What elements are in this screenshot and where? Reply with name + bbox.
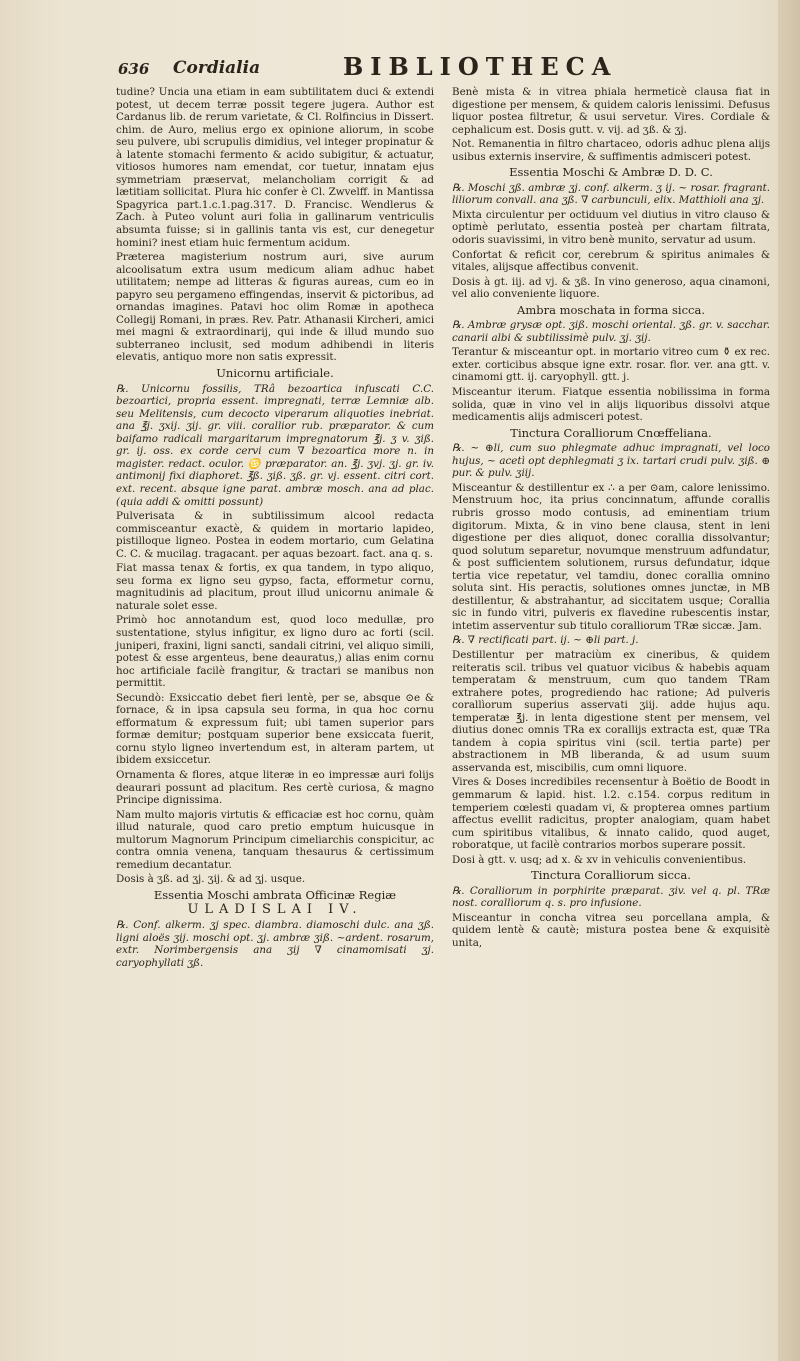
section-heading: Unicornu artificiale.: [216, 366, 334, 381]
page-header: [118, 52, 778, 86]
paragraph: Dosis à ʒß. ad ʒj. ʒij. & ad ʒj. usque.: [116, 873, 306, 886]
paragraph: Misceantur & destillentur ex ∴ a per ⊙am, calore lenissimo. Menstruum hoc, ita prius concinnatum, affunde corallis rubris grosso modo contusis, ad eminentiam trium digitorum. Mixta, & in vino bene clausa, stent in leni digestione per dies aliquot, donec corallia dissolvantur; quod solutum separetur, novumque menstruum adfundatur, & post sufficientem solutionem, rursus defundatur, idque tertia vice repetatur, vel tamdiu, donec corallia omnino soluta sint. His peractis, solutiones omnes junctæ, in MB destillentur, & abstrahantur, ad siccitatem usque; Corallia sic in fundo vitri, pulveris ex flavedine rubescentis instar, intetim asserventur sub titulo coralliorum TRæ siccæ. Jam.: [452, 481, 770, 632]
paragraph: Ornamenta & flores, atque literæ in eo impressæ auri folijs deaurari possunt ad placitum. Res certè curiosa, & magno Principe dignissima.: [116, 768, 434, 807]
recipe-paragraph: ℞. ~ ⊕li, cum suo phlegmate adhuc impragnati, vel loco hujus, ~ acetì opt dephlegmati ʒ ix. tartari crudi pulv. ʒiß. ⊕ pur. & pulv. ʒiij.: [452, 442, 770, 480]
recipe-paragraph: ℞. Ambræ grysæ opt. ʒiß. moschi oriental. ʒß. gr. v. sacchar. canarii albi & subtilissimè pulv. ʒj. ʒij.: [452, 319, 770, 344]
paragraph: Benè mista & in vitrea phiala hermeticè clausa fiat in digestione per mensem, & quidem caloris lenissimi. Defusus liquor postea filtretur, & usui servetur. Vires. Cordiale & cephalicum est. Dosis gutt. v. vij. ad ʒß. & ʒj.: [452, 86, 770, 136]
paragraph: Misceantur in concha vitrea seu porcellana ampla, & quidem lentè & cautè; mistura postea bene & exquisitè unita,: [452, 911, 770, 949]
left-column: [116, 86, 434, 971]
section-heading: Tinctura Coralliorum Cnœffeliana.: [510, 425, 712, 440]
paragraph: Nam multo majoris virtutis & efficaciæ est hoc cornu, quàm illud naturale, quod caro pretio emptum huicusque in multorum Magnorum Principum cimeliarchis conspicitur, ac contra omnia venena, tanquam thesaurus & certissimum remedium decantatur.: [116, 808, 434, 871]
recipe-paragraph: ℞. Coralliorum in porphirite præparat. ʒiv. vel q. pl. TRæ nost. corallìorum q. s. pro infusione.: [452, 884, 770, 910]
paragraph: Fiat massa tenax & fortis, ex qua tandem, in typo aliquo, seu forma ex ligno seu gypso, facta, efformetur cornu, magnitudinis ad placitum, prout illud unicornu animale & naturale solet esse.: [116, 562, 434, 612]
recipe-paragraph: ℞. Conf. alkerm. ʒj spec. diambra. diamoschi dulc. ana ʒß. ligni aloës ʒij. moschi opt. ʒj. ambræ ʒiß. ~ardent. rosarum, extr. Norimbergensis ana ʒij ∇ cinamomisati ʒj. caryophyllati ʒß.: [116, 919, 434, 969]
page-edge: [778, 0, 800, 1361]
paragraph: Primò hoc annotandum est, quod loco medullæ, pro sustentatione, stylus infigitur, ex ligno duro ac forti (scil. juniperi, fraxini, ligni sancti, sandali citrini, vel aliquo simili, potest & esse argenteus, bene deauratus,) alias enim cornu hoc artificiale facilè frangitur, & tractari se manibus non permittit.: [116, 614, 434, 690]
paragraph: Not. Remanentia in filtro chartaceo, odoris adhuc plena alijs usibus externis inservire, & suffimentis admisceri potest.: [452, 138, 770, 163]
section-heading: Essentia Moschi & Ambræ D. D. C.: [509, 165, 713, 180]
recipe-paragraph: ℞. Moschi ʒß. ambræ ʒj. conf. alkerm. ʒ ij. ~ rosar. fragrant. liliorum convall. ana ʒß. ∇ carbunculi, elix. Matthioli ana ʒj.: [452, 181, 770, 207]
section-heading: Essentia Moschi ambrata Officinæ Regiæ: [153, 887, 397, 902]
paragraph: Confortat & reficit cor, cerebrum & spiritus animales & vitales, alijsque affectibus convenit.: [452, 248, 770, 274]
paragraph: Dosi à gtt. v. usq; ad x. & xv in vehiculis convenientibus.: [452, 853, 747, 866]
recipe-paragraph: ℞. Unicornu fossilis, TRâ bezoartica infuscati C.C. bezoartici, propria essent. impregnati, terræ Lemniæ alb. seu Melitensis, cum decocto viperarum aliquoties inebriat. ana ℥j. ʒxij. ʒij. gr. viii. corallior rub. præparator. & cum baifamo radicali margaritarum impregnatorum ℥j. ʒ v. ʒiß. gr. ij. oss. ex corde cervi cum ∇ bezoartica more n. in magister. redact. oculor. ♋ præparator. an. ℥j. ʒvj. ʒj. gr. iv. antimonij fixi diaphoret. ℥ß. ʒiß. ʒß. gr. vj. essent. citri cort. ext. recent. absque igne parat. ambræ mosch. ana ad plac. (quia addi & omitti possunt): [116, 382, 434, 508]
paragraph: Mixta circulentur per octiduum vel diutius in vitro clauso & optimè perlutato, essentia posteà per chartam filtrata, odoris suavissimi, in vitro benè munito, servatur ad usum.: [452, 208, 770, 247]
paragraph: Terantur & misceantur opt. in mortario vitreo cum ⚱ ex rec. exter. corticibus absque igne extr. rosar. flor. ver. ana gtt. v. cinamomi gtt. ij. caryophyll. gtt. j.: [452, 346, 770, 384]
section-heading-caps: ULADISLAI IV.: [187, 902, 363, 918]
paragraph: Præterea magisterium nostrum auri, sive aurum alcoolisatum extra usum medicum aliam adhuc habet utilitatem; nempe ad litteras & figuras aureas, cum eo in papyro seu pergameno effingendas, inservit & pictoribus, ad ornandas imagines. Patavi hoc olim Romæ in apotheca Collegij Romani, in præs. Rev. Patr. Athanasii Kircheri, amici mei magni & extraordinarij, qui inde & illud mundo suo subterraneo inclusit, sed modum adhibendi in literis elevatis, antiquo more non satis expressit.: [116, 251, 434, 364]
recipe-paragraph: ℞. ∇ rectificati part. ij. ~ ⊕li part. j.: [452, 634, 639, 647]
section-heading: Ambra moschata in forma sicca.: [517, 302, 705, 317]
paragraph: Vires & Doses incredibiles recensentur à Boëtio de Boodt in gemmarum & lapid. hist. l.2. c.154. corpus reditum in temperiem cœlesti quadam vi, & propterea omnes partium affectus evellit radicitus, propter analogiam, quam habet cum spiritibus vitalibus, & innato calido, quod auget, roboratque, ut facilè contrarios morbos superare possit.: [452, 776, 770, 852]
running-head: Cordialia: [173, 58, 261, 78]
header-title: BIBLIOTHECA: [343, 52, 618, 81]
paragraph: Dosis à gt. iij. ad vj. & ʒß. In vino generoso, aqua cinamoni, vel alio conveniente liquore.: [452, 275, 770, 301]
paragraph: Misceantur iterum. Fiatque essentia nobilissima in forma solida, quæ in vino vel in alijs liquoribus dissolvi atque medicamentis alijs admisceri potest.: [452, 386, 770, 424]
page-number: 636: [118, 60, 150, 78]
paragraph: Destillentur per matraciùm ex cineribus, & quidem reiteratis scil. tribus vel quatuor vicibus & habebis aquam temperatam & menstruum, cum quo tandem TRam extrahere potes, progrediendo hac ratione; Ad pulveris corallìorum superius asservati ʒiij. adde hujus aqu. temperatæ ℥j. in lenta digestione stent per mensem, vel diutius donec omnis TRa ex corallijs extracta est, quæ TRa tandem à copia spiritus vini (scil. tertia parte) per abstractionem in MB liberanda, & ad usum suum asservanda est, miscibilis, cum omni liquore.: [452, 648, 770, 774]
paragraph: Secundò: Exsiccatio debet fieri lentè, per se, absque ⊙e & fornace, & in ipsa capsula seu forma, in qua hoc cornu efformatum & expressum fuit; ubi tamen superior pars formæ demitur; postquam superior bene exsiccata fuerit, cornu stylo ligneo invertendum est, in alteram partem, ut ibidem exsiccetur.: [116, 691, 434, 767]
right-column: [452, 86, 770, 952]
paragraph: Pulverisata & in subtilissimum alcool redacta commisceantur exactè, & quidem in mortario lapideo, pistilloque ligneo. Postea in eodem mortario, cum Gelatina C. C. & mucilag. tragacant. per aquas bezoart. fact. ana q. s.: [116, 510, 434, 560]
paragraph: tudine? Uncia una etiam in eam subtilitatem duci & extendi potest, ut decem terræ possit tegere jugera. Author est Cardanus lib. de rerum varietate, & Cl. Rolfincius in Dissert. chim. de Auro, melius ergo ex opinione aliorum, in scobe seu pulvere, ubi scrupulis dimidius, vel integer propinatur & à latente stomachi fermento & acido subigitur, & actuatur, vitiosos humores nam emendat, cor tuetur, innatam ejus symmetriam præservat, melancholiam corrigit & ad lætitiam sollicitat. Plura hic confer è Cl. Zwvelff. in Mantissa Spagyrica part.1.c.1.pag.317. D. Francisc. Wendlerus & Zach. à Puteo volunt auri folia in gallinarum ventriculis absumta fuisse; si in gallinis tanta vis est, cur denegetur homini? inest etiam huic fermentum acidum.: [116, 86, 434, 249]
section-heading: Tinctura Coralliorum sicca.: [531, 868, 691, 883]
